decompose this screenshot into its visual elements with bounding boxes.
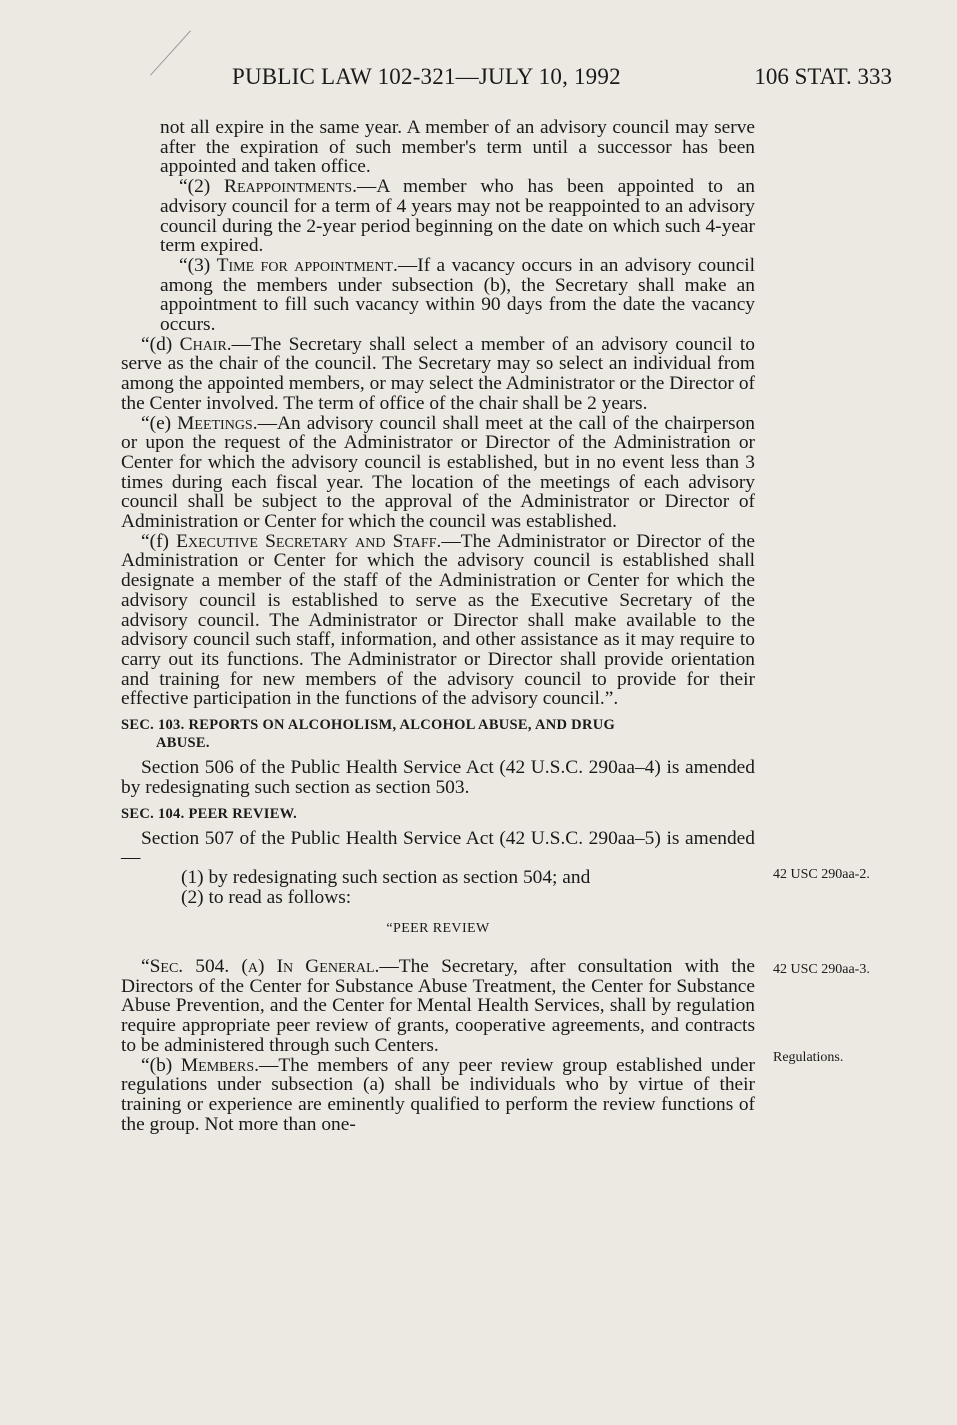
- section-103-text: Section 506 of the Public Health Service Act (42 U.S.C. 290aa–4) is amended by redesignating such section as section 503.: [121, 757, 755, 798]
- para-lead: “(b): [141, 1054, 181, 1076]
- para-lead: “(d): [141, 333, 180, 355]
- margin-note-regulations: Regulations.: [773, 1050, 844, 1065]
- para-heading: Executive Secretary and Staff.: [176, 530, 442, 552]
- section-103-heading: [121, 716, 755, 752]
- paragraph-executive-secretary: [121, 532, 755, 709]
- para-text: —The Secretary, after consultation with the Directors of the Center for Substance Abuse Treatment, the Center for Substance Abuse Prevention, and the Center for Mental Health Services, shall by regulation require appropriate peer review of grants, cooperative agreements, and contracts to be administered through such Centers.: [121, 956, 755, 1056]
- margin-note-citation: 42 USC 290aa-2.: [773, 867, 870, 882]
- para-heading: Time for appointment.: [216, 254, 398, 276]
- header-stat-page: 106 STAT. 333: [754, 64, 892, 89]
- section-title-continuation: ABUSE.: [156, 735, 210, 752]
- margin-note-citation: 42 USC 290aa-3.: [773, 962, 870, 977]
- list-item: (1) by redesignating such section as section 504; and: [181, 866, 591, 888]
- para-heading: Reappointments.: [224, 176, 357, 198]
- peer-review-heading: “PEER REVIEW: [386, 921, 490, 937]
- paragraph-meetings: [121, 414, 755, 532]
- list-item: (2) to read as follows:: [181, 886, 352, 908]
- para-text: —The Secretary shall select a member of an advisory council to serve as the chair of the council. The Secretary may so select an individual from among the appointed members, or may select the Administrator or the Director of the Center involved. The term of office of the chair shall be 2 years.: [121, 333, 755, 414]
- para-text: —A member who has been appointed to an advisory council for a term of 4 years may not be reappointed to an advisory council during the 2-year period beginning on the date on which such 4-year term expired.: [160, 176, 755, 257]
- paragraph-reappointments: [160, 177, 755, 256]
- section-title-line: SEC. 103. REPORTS ON ALCOHOLISM, ALCOHOL ABUSE, AND DRUG: [121, 717, 616, 734]
- para-lead: “(f): [141, 530, 177, 552]
- para-lead: “(2): [179, 176, 225, 198]
- para-lead: “(e): [141, 412, 178, 434]
- para-heading: Chair.: [179, 333, 232, 355]
- paragraph-members: [121, 1056, 755, 1135]
- para-text: —If a vacancy occurs in an advisory council among the members under subsection (b), the Secretary shall make an appointment to fill such vacancy within 90 days from the date the vacancy occurs.: [160, 254, 755, 336]
- para-lead: “Sec. 504. (a): [141, 956, 277, 978]
- document-body: [121, 118, 755, 1134]
- para-lead: “(3): [179, 254, 217, 276]
- page-header: [232, 64, 892, 96]
- para-text: —An advisory council shall meet at the call of the chairperson or upon the request of the Administrator or Director of the Administration or Center for which the advisory council is established, but in no event less than 3 times during each fiscal year. The location of the meetings of each advisory council shall be subject to the approval of the Administrator or Director of Administration or Center for which the council was established.: [121, 412, 755, 533]
- para-heading: In General.: [276, 956, 380, 978]
- para-text: —The members of any peer review group established under regulations under subsection (a) shall be individuals who by virtue of their training or experience are eminently qualified to perform the review functions of the group. Not more than one-: [121, 1054, 755, 1135]
- header-title: PUBLIC LAW 102-321—JULY 10, 1992: [232, 64, 621, 89]
- para-heading: Meetings.: [177, 412, 258, 434]
- paragraph-chair: [121, 335, 755, 414]
- para-text: —The Administrator or Director of the Administration or Center for which the advisory council is established shall designate a member of the staff of the Administration or Center for which the advisory council is established to serve as the Executive Secretary of the advisory council. The Administrator or Director shall make available to the advisory council such staff, information, and other assistance as it may require to carry out its functions. The Administrator or Director shall provide orientation and training for new members of the advisory council to provide for their effective participation in the functions of the advisory council.”.: [121, 530, 756, 710]
- paragraph-sec-504-general: [121, 957, 755, 1056]
- paragraph-time-for-appointment: [160, 256, 755, 335]
- section-104-text: Section 507 of the Public Health Service Act (42 U.S.C. 290aa–5) is amended—: [121, 827, 755, 869]
- section-104-heading: SEC. 104. PEER REVIEW.: [121, 805, 298, 822]
- indented-block: [121, 118, 755, 335]
- margin-mark: [150, 30, 191, 75]
- paragraph-term-continuation: not all expire in the same year. A member of an advisory council may serve after the expiration of such member's term until a successor has been appointed and taken office.: [160, 117, 755, 178]
- para-heading: Members.: [180, 1054, 260, 1076]
